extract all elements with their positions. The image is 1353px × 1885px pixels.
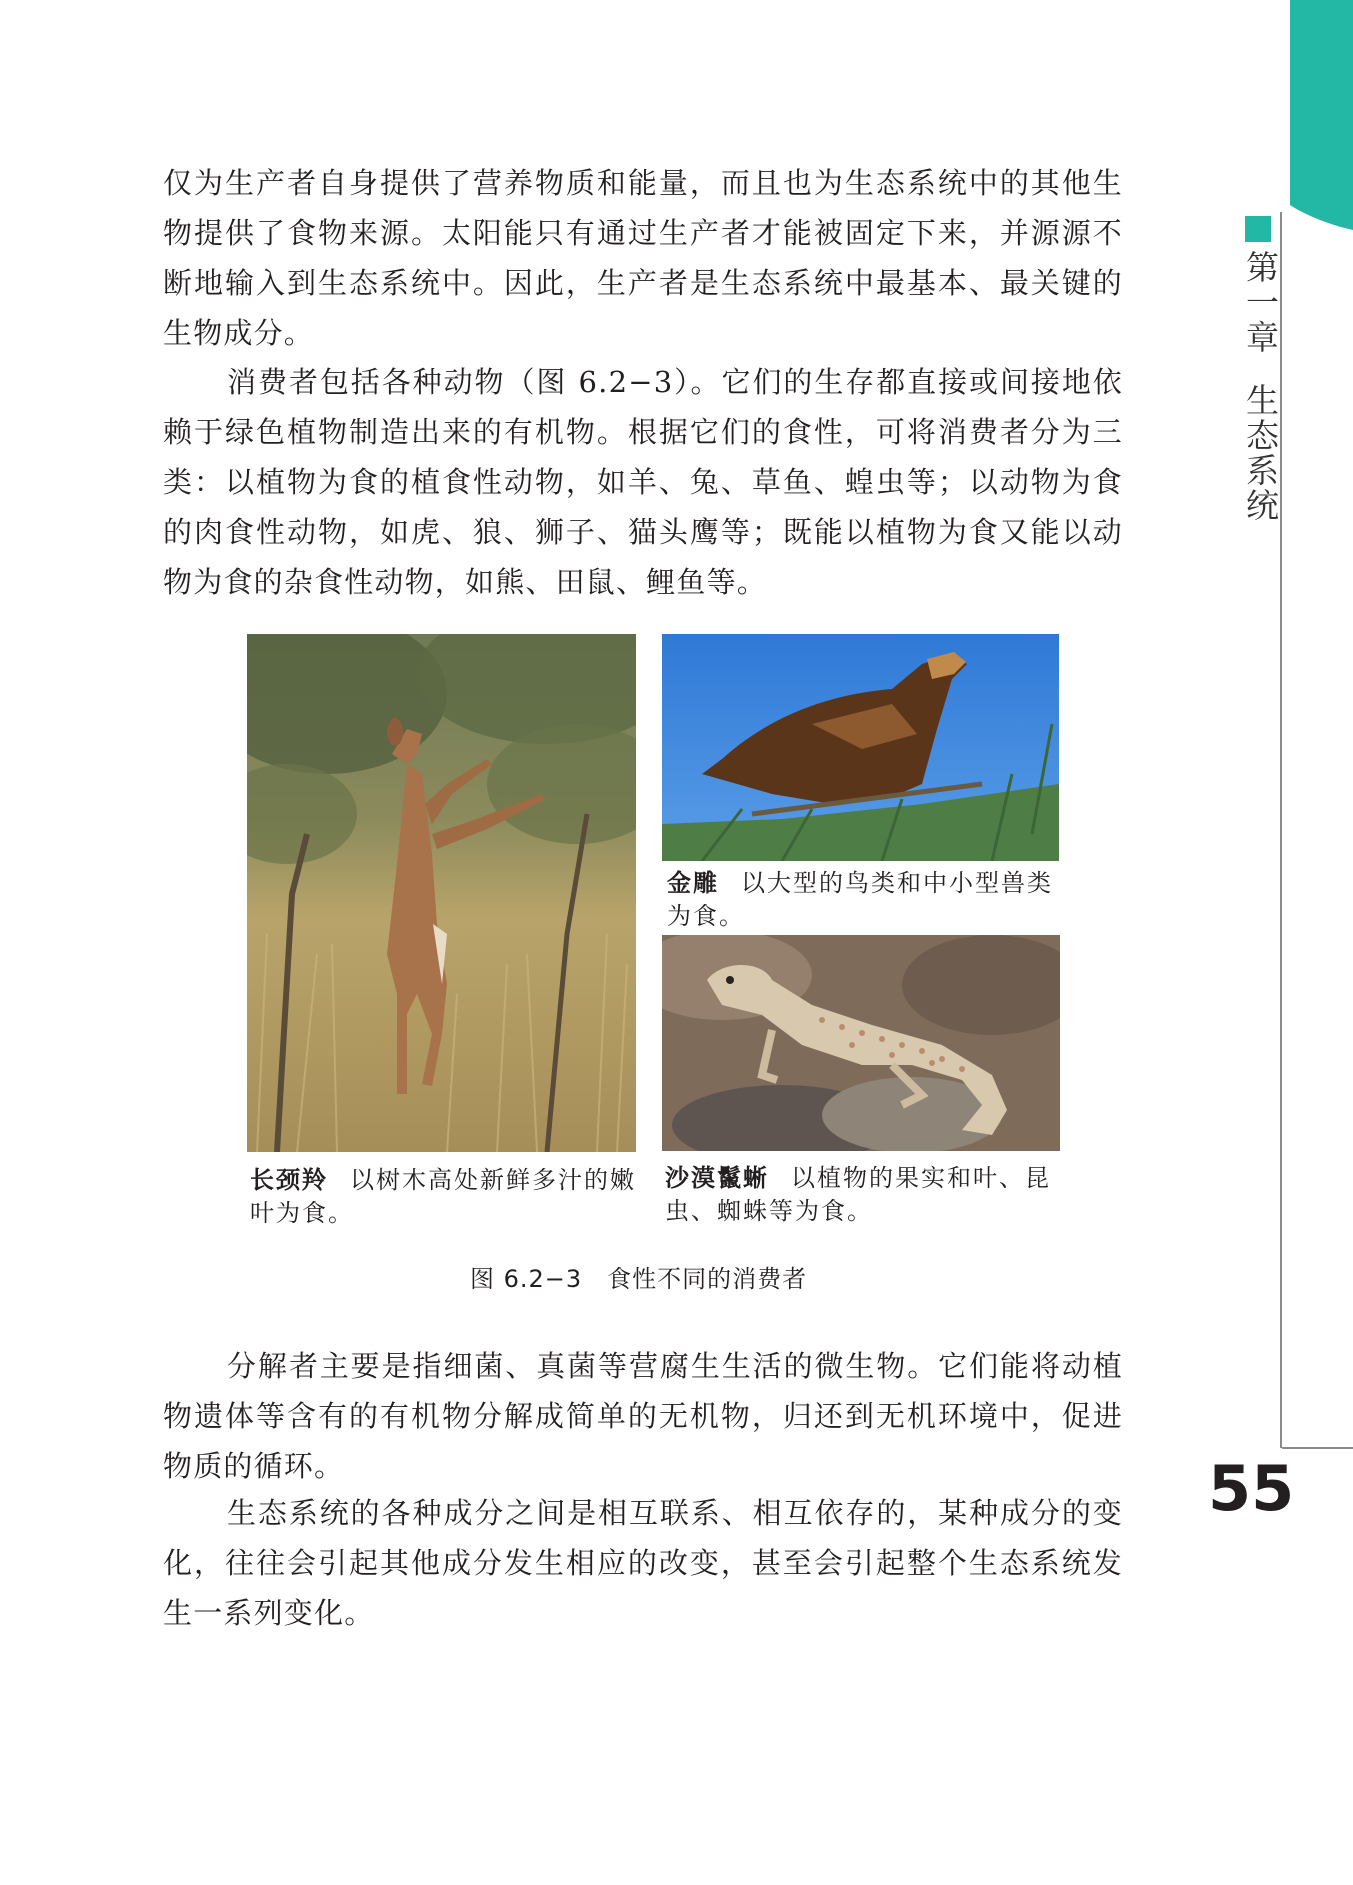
chapter-marker-square — [1245, 216, 1271, 242]
paragraph-consumers: 消费者包括各种动物（图 6.2−3）。它们的生存都直接或间接地依赖于绿色植物制造出来的有机物。根据它们的食性，可将消费者分为三类：以植物为食的植食性动物，如羊、兔、草鱼、蝗虫等；以动物为食的肉食性动物，如虎、狼、狮子、猫头鹰等；既能以植物为食又能以动物为食的杂食性动物，如熊、田鼠、鲤鱼等。 — [163, 365, 1123, 599]
page-number-rule — [1282, 1447, 1353, 1449]
gerenuk-name: 长颈羚 — [250, 1165, 328, 1194]
figure-title: 图 6.2−3 食性不同的消费者 — [470, 1265, 808, 1293]
golden-eagle-desc: 以大型的鸟类和中小型兽类为食。 — [667, 869, 1053, 930]
gerenuk-photo — [247, 634, 636, 1152]
paragraph-interdependence: 生态系统的各种成分之间是相互联系、相互依存的，某种成分的变化，往往会引起其他成分发生相应的改变，甚至会引起整个生态系统发生一系列变化。 — [163, 1496, 1123, 1630]
margin-rule — [1280, 212, 1282, 1448]
paragraph-decomposers: 分解者主要是指细菌、真菌等营腐生生活的微生物。它们能将动植物遗体等含有的有机物分解成简单的无机物，归还到无机环境中，促进物质的循环。 — [163, 1349, 1123, 1483]
golden-eagle-name: 金雕 — [667, 868, 719, 897]
desert-iguana-name: 沙漠鬣蜥 — [665, 1163, 769, 1192]
chapter-number: 第一章 — [1241, 250, 1280, 355]
gerenuk-caption — [250, 1163, 645, 1230]
paragraph-producers: 仅为生产者自身提供了营养物质和能量，而且也为生态系统中的其他生物提供了食物来源。太阳能只有通过生产者才能被固定下来，并源源不断地输入到生态系统中。因此，生产者是生态系统中最基本、最关键的生物成分。 — [163, 166, 1123, 350]
golden-eagle-caption — [667, 866, 1067, 933]
chapter-title: 生态系统 — [1241, 383, 1280, 523]
page-number: 55 — [1208, 1452, 1295, 1525]
golden-eagle-photo — [662, 634, 1059, 861]
chapter-label — [1240, 250, 1280, 523]
desert-iguana-photo — [662, 935, 1060, 1151]
desert-iguana-desc: 以植物的果实和叶、昆虫、蜘蛛等为食。 — [665, 1164, 1051, 1225]
gerenuk-desc: 以树木高处新鲜多汁的嫩叶为食。 — [250, 1166, 636, 1227]
desert-iguana-caption — [665, 1161, 1075, 1228]
